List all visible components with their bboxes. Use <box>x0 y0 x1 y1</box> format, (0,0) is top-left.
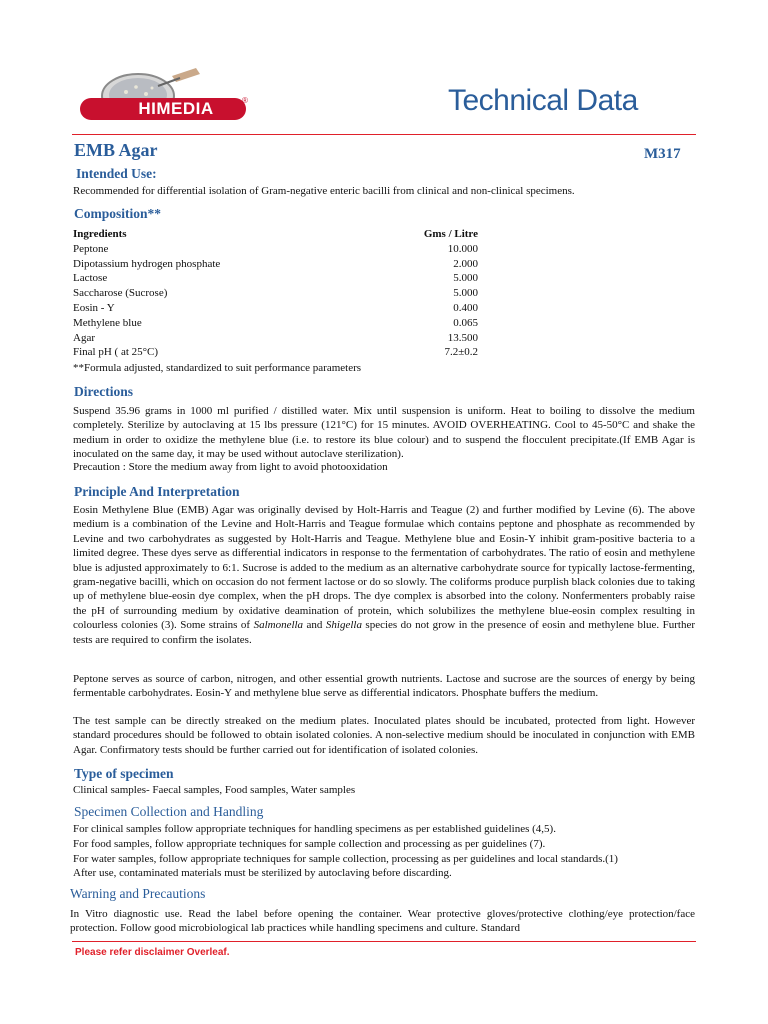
principle-paragraph-2: Peptone serves as source of carbon, nitrogen, and other essential growth nutrients. Lactose and sucrose are the sources of energy by being fermentable carbohydrates. Eosin-Y and methylene blue serve as differential indicators. Phosphate buffers the medium. <box>73 673 695 700</box>
ingredient-name: Methylene blue <box>73 316 142 329</box>
table-row <box>73 271 478 286</box>
collection-line: For food samples, follow appropriate techniques for sample collection and processing as per guidelines (7). <box>73 838 546 850</box>
and-word: and <box>306 619 323 632</box>
directions-heading: Directions <box>74 384 133 399</box>
ingredient-name: Lactose <box>73 272 108 285</box>
table-row <box>73 316 478 331</box>
ingredient-amount: 5.000 <box>453 287 478 300</box>
amount-column-header: Gms / Litre <box>423 228 478 240</box>
ingredient-name: Saccharose (Sucrose) <box>73 287 168 300</box>
composition-header-row <box>73 227 478 242</box>
header-divider <box>72 134 696 135</box>
collection-heading: Specimen Collection and Handling <box>74 804 264 819</box>
registered-mark: ® <box>242 96 248 105</box>
salmonella-term: Salmonella <box>253 619 304 632</box>
ingredient-name: Agar <box>73 331 95 344</box>
table-row <box>73 345 478 360</box>
product-name: EMB Agar <box>74 140 158 160</box>
ingredient-amount: 2.000 <box>453 257 478 270</box>
shigella-term: Shigella <box>325 619 362 632</box>
himedia-logo <box>76 68 251 140</box>
ingredient-name: Peptone <box>73 242 109 255</box>
ingredients-column-header: Ingredients <box>73 228 127 240</box>
principle-text-part-a: Eosin Methylene Blue (EMB) Agar was originally devised by Holt-Harris and Teague (2) and further modified by Levine (6). The above medium is a combination of the Levine and Holt-Harris and Teague formulae which contains peptone and phosphate as recommended by Levine and two carbohydrates as suggested by Holt-Harris and Teague. Methylene blue and Eosin-Y inhibit gram-positive bacteria to a limited degree. These dyes serve as differential indicators in response to the fermentation of carbohydrates. The ratio of eosin and methylene blue is adjusted approximately to 6:1. Sucrose is added to the medium as an alternative carbohydrate source for typically lactose-fermenting, gram-negative bacilli, which on occasion do not ferment lactose or do so slowly. The coliforms produce purplish black colonies due to taking up of methylene blue-eosin dye complex, when the pH drops. The dye complex is absorbed into the colony. Nonfermenters probably raise the pH of surrounding medium by oxidative deamination of protein, which solubilizes the methylene blue-eosin complex resulting in colourless colonies (3). Some strains of <box>73 504 695 632</box>
table-row <box>73 242 478 257</box>
principle-paragraph-1 <box>73 503 695 647</box>
ingredient-amount: 0.065 <box>453 316 478 329</box>
collection-line: For clinical samples follow appropriate techniques for handling specimens as per established guidelines (4,5). <box>73 823 556 835</box>
principle-text-part-b: species do not grow in the presence of eosin and methylene blue. Further tests are required to confirm the isolates. <box>73 619 696 646</box>
table-row <box>73 257 478 272</box>
intended-use-heading: Intended Use: <box>76 166 157 181</box>
ingredient-name: Dipotassium hydrogen phosphate <box>73 257 221 270</box>
ingredient-amount: 10.000 <box>447 242 478 255</box>
specimen-type-text: Clinical samples- Faecal samples, Food samples, Water samples <box>73 784 356 796</box>
brand-name: HIMEDIA <box>138 99 214 118</box>
composition-table <box>73 227 478 360</box>
composition-footnote: **Formula adjusted, standardized to suit performance parameters <box>73 362 362 374</box>
ingredient-amount: 13.500 <box>447 331 478 344</box>
principle-heading: Principle And Interpretation <box>74 484 240 499</box>
ingredient-amount: 0.400 <box>453 301 478 314</box>
collection-line: For water samples, follow appropriate techniques for sample collection, processing as per guidelines and local standards.(1) <box>73 853 618 865</box>
warning-heading: Warning and Precautions <box>70 886 206 901</box>
ingredient-amount: 5.000 <box>453 272 478 285</box>
intended-use-text: Recommended for differential isolation of Gram-negative enteric bacilli from clinical and non-clinical specimens. <box>73 185 575 197</box>
disclaimer-note: Please refer disclaimer Overleaf. <box>75 947 230 958</box>
document-title: Technical Data <box>448 84 638 117</box>
collection-line: After use, contaminated materials must be sterilized by autoclaving before discarding. <box>73 867 452 879</box>
ingredient-name: Eosin - Y <box>73 301 115 314</box>
warning-text: In Vitro diagnostic use. Read the label before opening the container. Wear protective gloves/protective clothing/eye protection/face protection. Follow good microbiological lab practices while handling specimens and culture. Standard <box>70 908 695 935</box>
table-row <box>73 301 478 316</box>
ingredient-name: Final pH ( at 25°C) <box>73 346 159 359</box>
principle-paragraph-3: The test sample can be directly streaked on the medium plates. Inoculated plates should be incubated, protected from light. However standard procedures should be followed to obtain isolated colonies. A non-selective medium should be inoculated in conjunction with EMB Agar. Confirmatory tests should be further carried out for identification of isolated colonies. <box>73 715 695 756</box>
directions-text: Suspend 35.96 grams in 1000 ml purified / distilled water. Mix until suspension is uniform. Heat to boiling to dissolve the medium completely. Sterilize by autoclaving at 15 lbs pressure (121°C) for 15 minutes. AVOID OVERHEATING. Cool to 45-50°C and shake the medium in order to oxidize the methylene blue (i.e. to restore its blue colour) and to suspend the flocculent precipitate.(If EMB Agar is inoculated on the same day, it may be used without autoclave sterilization). <box>73 405 695 461</box>
specimen-type-heading: Type of specimen <box>74 766 174 781</box>
table-row <box>73 331 478 346</box>
composition-heading: Composition** <box>74 206 162 221</box>
table-row <box>73 286 478 301</box>
footer-divider <box>72 941 696 942</box>
ingredient-amount: 7.2±0.2 <box>444 346 478 359</box>
directions-precaution: Precaution : Store the medium away from light to avoid photooxidation <box>73 461 388 473</box>
product-code: M317 <box>644 146 681 162</box>
